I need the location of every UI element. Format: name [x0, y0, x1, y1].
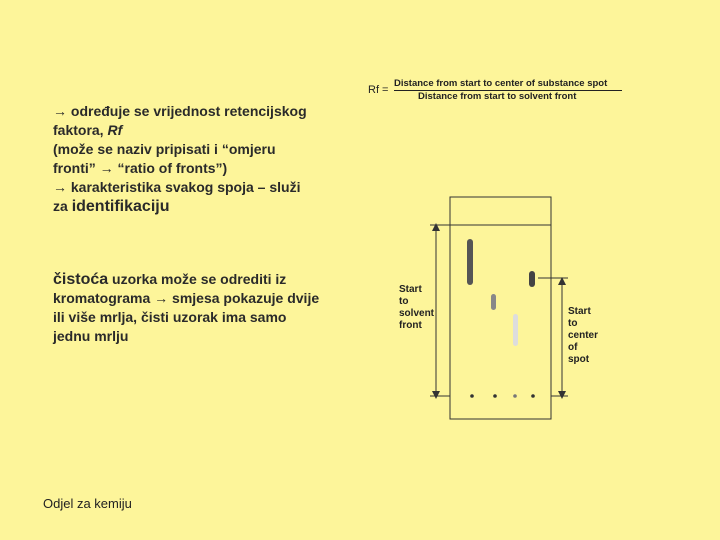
purity-line-3: ili više mrlja, čisti uzorak ima samo: [53, 309, 287, 325]
text-line-4-content-b: “ratio of fronts”): [113, 160, 228, 176]
label-left-line: solvent: [399, 308, 435, 319]
spot-dark-tall: [467, 239, 473, 285]
rf-symbol: Rf: [107, 122, 123, 138]
label-right-line: of: [568, 342, 578, 353]
left-arrow-up-icon: [432, 223, 440, 231]
label-left-line: Start: [399, 284, 422, 295]
formula-denominator: Distance from start to solvent front: [418, 91, 577, 102]
text-line-2-content: faktora,: [53, 122, 108, 138]
origin-dot-2: [493, 394, 497, 398]
right-arrow-down-icon: [558, 391, 566, 399]
footer-department: Odjel za kemiju: [43, 496, 132, 511]
text-line-1-content: određuje se vrijednost retencijskog: [67, 103, 307, 119]
text-line-4-content: fronti”: [53, 160, 100, 176]
label-start-to-solvent-front: [399, 284, 443, 332]
label-left-line: front: [399, 320, 422, 331]
text-line-3: (može se naziv pripisati i “omjeru: [53, 141, 276, 157]
spot-gray-small: [491, 294, 496, 310]
tlc-plate: [450, 197, 551, 419]
left-arrow-down-icon: [432, 391, 440, 399]
arrow-right-icon: →: [154, 290, 169, 306]
formula-numerator: Distance from start to center of substance spot: [394, 78, 622, 91]
origin-dot-3: [513, 394, 517, 398]
arrow-right-icon: →: [99, 160, 114, 176]
label-left-line: to: [399, 296, 409, 307]
purity-line-2-content-b: smjesa pokazuje dvije: [168, 290, 320, 306]
label-right-line: Start: [568, 306, 591, 317]
origin-dot-4: [531, 394, 535, 398]
label-right-line: to: [568, 318, 578, 329]
purity-line-1-content: uzorka može se odrediti iz: [108, 271, 287, 287]
arrow-right-icon: →: [53, 179, 67, 195]
identifikaciju-emphasis: identifikaciju: [71, 198, 170, 215]
label-start-to-center-of-spot: [568, 306, 612, 366]
label-right-line: spot: [568, 354, 590, 365]
label-right-line: center: [568, 330, 599, 341]
origin-dot-1: [470, 394, 474, 398]
spot-light: [513, 314, 518, 346]
text-line-6-content: za: [53, 198, 72, 214]
arrow-right-icon: →: [53, 103, 67, 119]
purity-line-2-content: kromatograma: [53, 290, 155, 306]
purity-line-4: jednu mrlju: [53, 328, 129, 344]
spot-dark-right: [529, 271, 535, 287]
text-line-5-content: karakteristika svakog spoja – služi: [67, 179, 301, 195]
formula-lhs: Rf =: [368, 84, 389, 96]
purity-emphasis: čistoća: [53, 271, 109, 288]
